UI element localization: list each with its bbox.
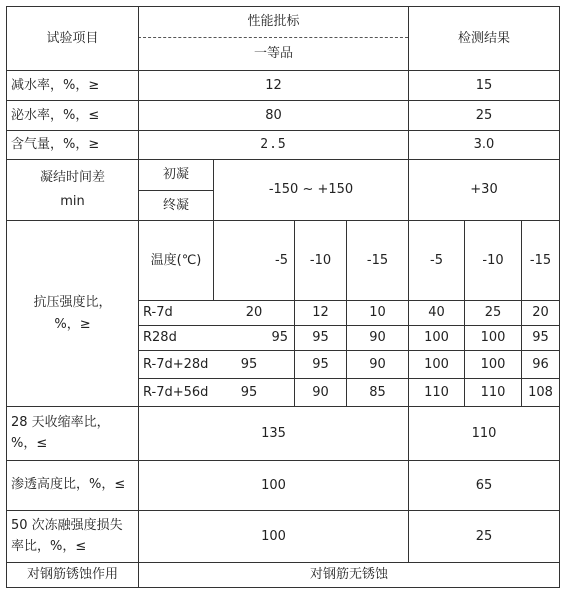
spec-value: 100 <box>261 528 286 544</box>
result-value: 15 <box>475 77 493 93</box>
setting-label-line1: 凝结时间差 <box>39 170 105 186</box>
result-value: 108 <box>528 384 553 400</box>
row-label-setting-time <box>7 160 138 220</box>
spec-value: 85 <box>369 384 386 400</box>
spec-value: 100 <box>261 477 286 493</box>
compressive-label-line1: 抗压强度比， <box>33 294 112 310</box>
table-border-bottom <box>6 587 560 588</box>
age-label: R28d <box>143 330 177 346</box>
row-label-freeze-thaw: 50 次冻融强度损失率比，%，≤ <box>11 518 123 554</box>
temp-value: -15 <box>529 252 552 268</box>
header-grade-label: 一等品 <box>253 46 293 62</box>
spec-value: 10 <box>369 305 386 321</box>
spec-value: -150 ~ +150 <box>268 182 354 198</box>
compressive-label-line2: %，≥ <box>54 316 91 332</box>
corrosion-value: 对钢筋无锈蚀 <box>309 567 388 583</box>
spec-value: 135 <box>261 425 286 441</box>
age-label: R-7d+28d <box>143 356 209 372</box>
row-label-shrinkage: 28 天收缩率比，%，≤ <box>11 414 110 451</box>
spec-value: 80 <box>265 107 282 123</box>
row-label-air-content: 含气量，%，≥ <box>11 137 100 153</box>
row-label-water-reduction: 减水率，%，≥ <box>11 77 100 93</box>
result-value: 100 <box>424 356 449 372</box>
final-setting-label: 终凝 <box>162 197 189 213</box>
result-value: 96 <box>532 356 549 372</box>
spec-value: 95 <box>312 356 329 372</box>
spec-value: 95 <box>240 356 258 372</box>
result-value: 110 <box>424 384 449 400</box>
row-label-permeability: 渗透高度比，%，≤ <box>11 477 126 493</box>
spec-value: 12 <box>265 77 282 93</box>
result-value: 100 <box>480 356 506 372</box>
result-value: 20 <box>532 305 549 321</box>
result-value: 100 <box>480 330 506 346</box>
result-value: 25 <box>484 305 502 321</box>
row-label-corrosion: 对钢筋锈蚀作用 <box>26 567 118 583</box>
temp-value: -5 <box>275 252 288 268</box>
result-value: 25 <box>475 528 493 544</box>
result-value: +30 <box>470 182 498 198</box>
temp-value: -5 <box>430 252 443 268</box>
spec-value: 95 <box>312 330 329 346</box>
spec-value: 95 <box>271 330 288 346</box>
spec-value: 90 <box>369 356 386 372</box>
header-item-label: 试验项目 <box>46 30 99 46</box>
spec-value: 90 <box>312 384 329 400</box>
header-result-label: 检测结果 <box>457 30 510 46</box>
table-border-right <box>559 6 560 588</box>
spec-value: 2.5 <box>260 137 287 153</box>
spec-value: 95 <box>240 384 258 400</box>
temp-value: -10 <box>309 252 332 268</box>
initial-setting-label: 初凝 <box>162 167 189 183</box>
spec-value: 90 <box>369 330 386 346</box>
result-value: 65 <box>475 477 493 493</box>
age-label: R-7d <box>143 305 173 321</box>
spec-value: 20 <box>245 305 263 321</box>
result-value: 110 <box>471 425 497 441</box>
result-value: 25 <box>475 107 493 123</box>
temp-value: -10 <box>482 252 504 268</box>
setting-label-line2: min <box>60 194 85 209</box>
result-value: 3.0 <box>473 137 495 153</box>
result-value: 40 <box>428 305 445 321</box>
row-label-compressive <box>7 221 138 406</box>
spec-value: 12 <box>312 305 329 321</box>
age-label: R-7d+56d <box>143 384 209 400</box>
header-spec-label: 性能批标 <box>247 14 300 30</box>
temperature-label: 温度(℃) <box>150 252 202 268</box>
row-label-bleeding: 泌水率，%，≤ <box>11 107 100 123</box>
result-value: 110 <box>480 384 506 400</box>
result-value: 100 <box>424 330 449 346</box>
result-value: 95 <box>532 330 549 346</box>
temp-value: -15 <box>366 252 389 268</box>
